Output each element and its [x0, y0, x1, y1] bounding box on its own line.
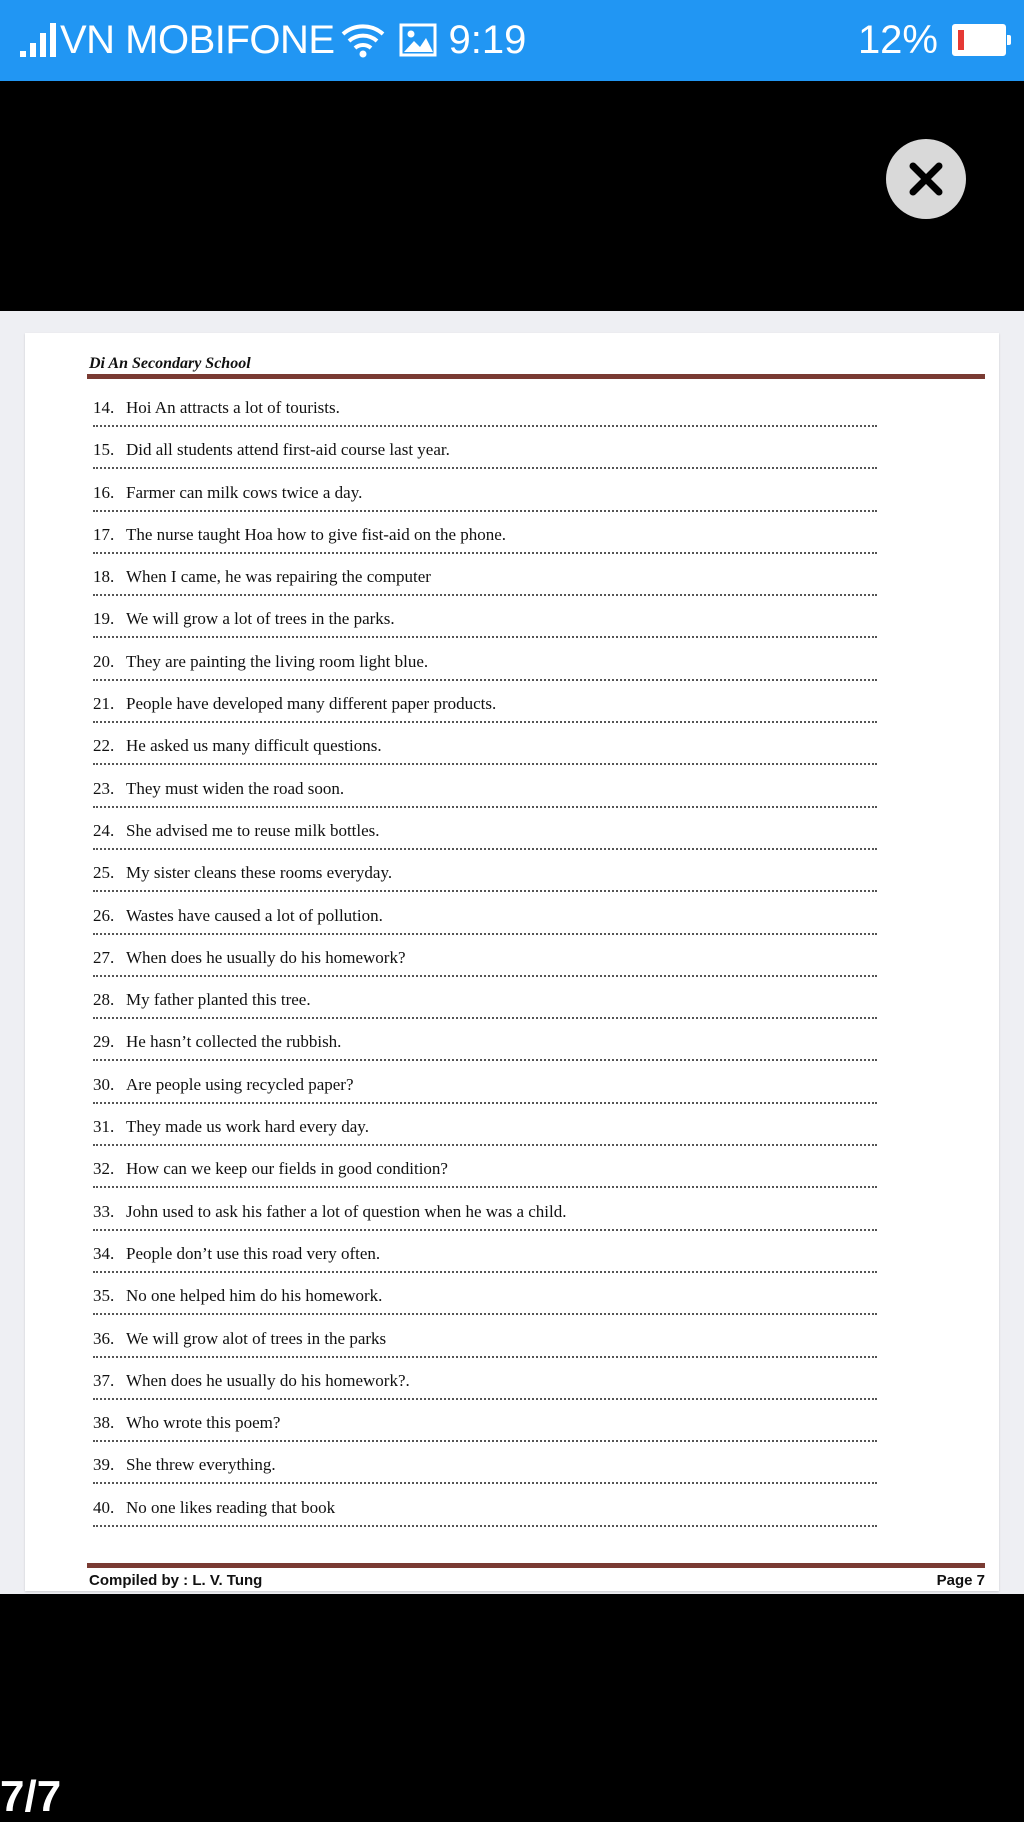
signal-strength-icon: [20, 23, 56, 57]
list-item: [93, 982, 877, 1024]
item-sentence: We will grow a lot of trees in the parks.: [126, 609, 395, 629]
item-sentence: Wastes have caused a lot of pollution.: [126, 905, 383, 925]
item-number: 18.: [93, 567, 115, 587]
answer-line: [93, 552, 877, 554]
item-number: 34.: [93, 1243, 115, 1263]
item-number: 38.: [93, 1413, 115, 1433]
item-text: [93, 1286, 382, 1306]
item-text: [93, 1032, 341, 1052]
item-text: [93, 483, 362, 503]
answer-line: [93, 594, 877, 596]
item-sentence: When I came, he was repairing the computer: [126, 567, 431, 587]
item-text: [93, 1455, 276, 1475]
item-sentence: Are people using recycled paper?: [126, 1074, 354, 1094]
page-indicator: 7/7: [0, 1772, 62, 1821]
item-text: [93, 1075, 354, 1095]
item-text: [93, 779, 344, 799]
list-item: [93, 517, 877, 559]
answer-line: [93, 1059, 877, 1061]
battery-percent: 12%: [857, 17, 938, 62]
item-number: 36.: [93, 1328, 115, 1348]
list-item: [93, 1405, 877, 1447]
answer-line: [93, 890, 877, 892]
item-number: 37.: [93, 1370, 115, 1390]
document-page[interactable]: [25, 333, 999, 1591]
item-text: [93, 694, 496, 714]
item-text: [93, 1371, 410, 1391]
item-number: 25.: [93, 863, 115, 883]
item-number: 20.: [93, 651, 115, 671]
list-item: [93, 1236, 877, 1278]
answer-line: [93, 1398, 877, 1400]
list-item: [93, 1194, 877, 1236]
answer-line: [93, 1017, 877, 1019]
answer-line: [93, 1313, 877, 1315]
answer-line: [93, 933, 877, 935]
item-sentence: When does he usually do his homework?: [126, 947, 406, 967]
list-item: [93, 813, 877, 855]
item-number: 39.: [93, 1455, 115, 1475]
item-text: [93, 652, 428, 672]
item-text: [93, 948, 406, 968]
answer-line: [93, 1440, 877, 1442]
answer-line: [93, 1271, 877, 1273]
item-text: [93, 1202, 567, 1222]
answer-line: [93, 1525, 877, 1527]
item-sentence: People have developed many different paper products.: [126, 694, 497, 714]
answer-line: [93, 763, 877, 765]
exercise-list: [93, 390, 877, 1532]
list-item: [93, 644, 877, 686]
list-item: [93, 601, 877, 643]
close-icon: [906, 159, 946, 199]
answer-line: [93, 1144, 877, 1146]
item-sentence: No one helped him do his homework.: [126, 1286, 383, 1306]
item-sentence: Farmer can milk cows twice a day.: [126, 482, 363, 502]
item-number: 19.: [93, 609, 115, 629]
item-number: 40.: [93, 1497, 115, 1517]
item-sentence: They are painting the living room light blue.: [126, 651, 429, 671]
item-sentence: They made us work hard every day.: [126, 1117, 369, 1137]
item-number: 22.: [93, 736, 115, 756]
list-item: [93, 728, 877, 770]
answer-line: [93, 679, 877, 681]
list-item: [93, 686, 877, 728]
item-number: 24.: [93, 820, 115, 840]
item-number: 28.: [93, 990, 115, 1010]
answer-line: [93, 1102, 877, 1104]
list-item: [93, 1024, 877, 1066]
carrier-name: VN MOBIFONE: [60, 17, 335, 62]
item-sentence: He hasn’t collected the rubbish.: [126, 1032, 342, 1052]
item-number: 31.: [93, 1117, 115, 1137]
item-sentence: She advised me to reuse milk bottles.: [126, 820, 380, 840]
list-item: [93, 1278, 877, 1320]
answer-line: [93, 1356, 877, 1358]
item-number: 32.: [93, 1159, 115, 1179]
list-item: [93, 1363, 877, 1405]
item-sentence: How can we keep our fields in good condition?: [126, 1159, 448, 1179]
answer-line: [93, 848, 877, 850]
item-number: 26.: [93, 905, 115, 925]
footer-rule: [87, 1563, 985, 1568]
wifi-icon: [341, 22, 385, 58]
list-item: [93, 1321, 877, 1363]
item-text: [93, 821, 380, 841]
item-sentence: Who wrote this poem?: [126, 1413, 281, 1433]
item-sentence: The nurse taught Hoa how to give fist-aid on the phone.: [126, 524, 507, 544]
item-text: [93, 990, 311, 1010]
answer-line: [93, 467, 877, 469]
status-bar: [0, 0, 1024, 81]
item-number: 23.: [93, 778, 115, 798]
list-item: [93, 432, 877, 474]
page-number: Page 7: [936, 1572, 985, 1589]
answer-line: [93, 1186, 877, 1188]
answer-line: [93, 510, 877, 512]
item-text: [93, 440, 450, 460]
item-sentence: My father planted this tree.: [126, 990, 311, 1010]
item-text: [93, 1117, 369, 1137]
item-sentence: Hoi An attracts a lot of tourists.: [126, 398, 340, 417]
list-item: [93, 855, 877, 897]
answer-line: [93, 975, 877, 977]
item-number: 27.: [93, 947, 115, 967]
list-item: [93, 898, 877, 940]
item-text: [93, 1498, 335, 1518]
item-sentence: She threw everything.: [126, 1455, 276, 1475]
school-header: Di An Secondary School: [89, 355, 251, 372]
item-sentence: When does he usually do his homework?.: [126, 1370, 410, 1390]
item-number: 15.: [93, 440, 115, 460]
item-text: [93, 398, 340, 418]
list-item: [93, 1067, 877, 1109]
item-text: [93, 1159, 448, 1179]
answer-line: [93, 425, 877, 427]
item-number: 14.: [93, 398, 115, 417]
item-sentence: He asked us many difficult questions.: [126, 736, 382, 756]
list-item: [93, 559, 877, 601]
list-item: [93, 940, 877, 982]
item-text: [93, 525, 506, 545]
list-item: [93, 771, 877, 813]
status-right: [858, 14, 1006, 66]
item-sentence: No one likes reading that book: [126, 1497, 336, 1517]
list-item: [93, 390, 877, 432]
item-sentence: My sister cleans these rooms everyday.: [126, 863, 393, 883]
header-rule: [87, 374, 985, 379]
item-sentence: People don’t use this road very often.: [126, 1243, 381, 1263]
status-left: [20, 14, 526, 66]
item-number: 30.: [93, 1074, 115, 1094]
item-text: [93, 609, 395, 629]
item-number: 21.: [93, 694, 115, 714]
item-text: [93, 1413, 280, 1433]
list-item: [93, 1151, 877, 1193]
answer-line: [93, 1482, 877, 1484]
item-number: 17.: [93, 524, 115, 544]
list-item: [93, 475, 877, 517]
gallery-notification-icon: [399, 23, 437, 57]
list-item: [93, 1447, 877, 1489]
clock: 9:19: [448, 17, 527, 62]
item-text: [93, 1329, 386, 1349]
item-sentence: We will grow alot of trees in the parks: [126, 1328, 387, 1348]
answer-line: [93, 1229, 877, 1231]
list-item: [93, 1490, 877, 1532]
item-text: [93, 906, 383, 926]
item-number: 29.: [93, 1032, 115, 1052]
battery-icon: [952, 24, 1006, 56]
answer-line: [93, 636, 877, 638]
compiled-by: Compiled by : L. V. Tung: [89, 1572, 263, 1589]
document-viewer[interactable]: [0, 311, 1024, 1594]
answer-line: [93, 806, 877, 808]
item-sentence: John used to ask his father a lot of question when he was a child.: [126, 1201, 567, 1221]
item-text: [93, 736, 382, 756]
close-button[interactable]: [886, 139, 966, 219]
item-text: [93, 567, 431, 587]
item-text: [93, 1244, 380, 1264]
answer-line: [93, 721, 877, 723]
item-number: 35.: [93, 1286, 115, 1306]
item-number: 33.: [93, 1201, 115, 1221]
list-item: [93, 1109, 877, 1151]
item-sentence: Did all students attend first-aid course last year.: [126, 440, 450, 460]
item-sentence: They must widen the road soon.: [126, 778, 345, 798]
item-number: 16.: [93, 482, 115, 502]
item-text: [93, 863, 392, 883]
